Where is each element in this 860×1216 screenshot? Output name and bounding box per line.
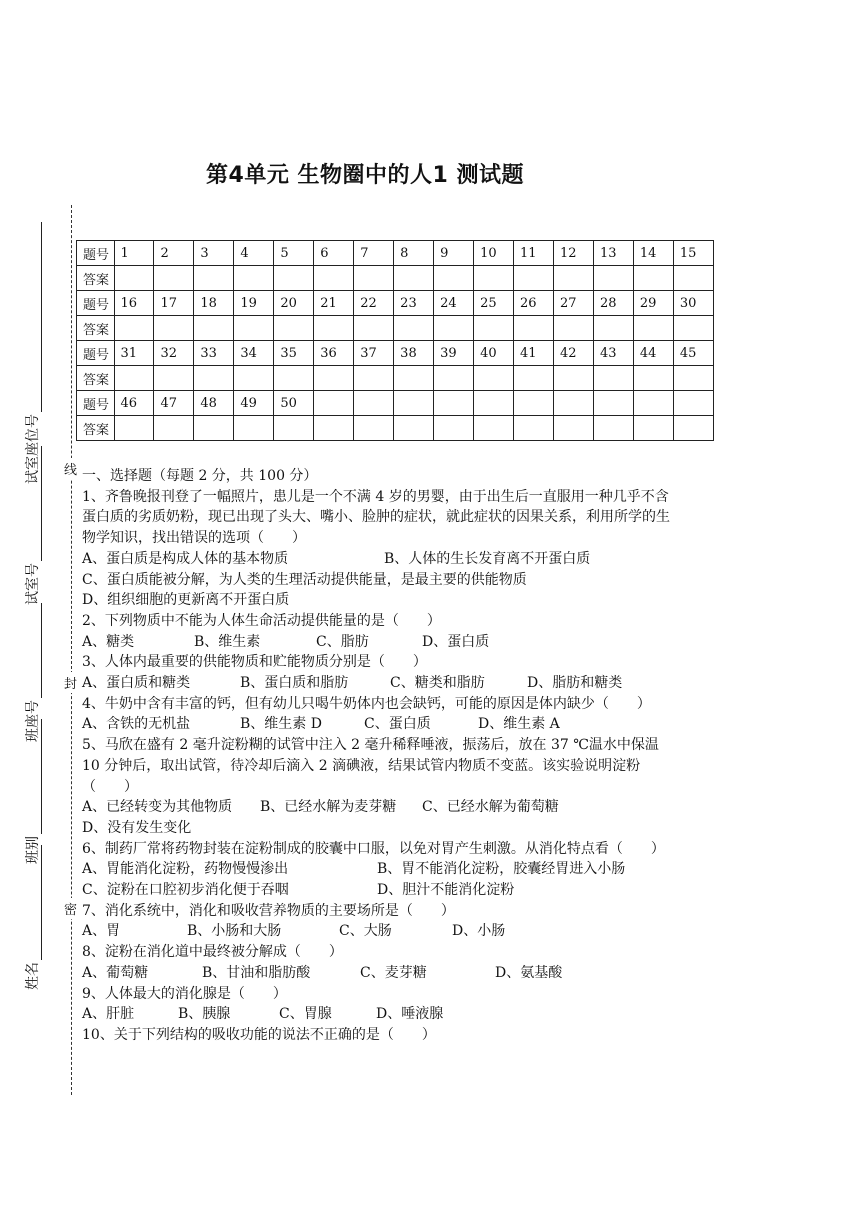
answer-cell[interactable] [394, 366, 434, 391]
question-number-cell: 13 [593, 241, 633, 266]
question-6-option-d[interactable]: D、胆汁不能消化淀粉 [377, 882, 515, 899]
answer-cell[interactable] [673, 316, 713, 341]
answer-cell[interactable] [274, 316, 314, 341]
question-5-option-c[interactable]: C、已经水解为葡萄糖 [422, 799, 559, 816]
question-5-option-a[interactable]: A、已经转变为其他物质 [82, 799, 233, 816]
question-6-options-row1 [82, 859, 682, 880]
question-9-option-b[interactable]: B、胰腺 [178, 1006, 231, 1023]
question-number-cell: 40 [474, 341, 514, 366]
answer-cell[interactable] [114, 416, 154, 441]
question-4-options [82, 714, 682, 735]
question-4-option-c[interactable]: C、蛋白质 [364, 716, 431, 733]
question-number-cell: 7 [354, 241, 394, 266]
answer-cell[interactable] [194, 266, 234, 291]
question-number-cell: 46 [114, 391, 154, 416]
question-6-option-a[interactable]: A、胃能消化淀粉，药物慢慢渗出 [82, 861, 289, 878]
margin-word-mi: 密 [64, 898, 77, 919]
question-9-option-c[interactable]: C、胃腺 [279, 1006, 332, 1023]
answer-cell[interactable] [114, 266, 154, 291]
question-3-option-d[interactable]: D、脂肪和糖类 [527, 675, 623, 692]
question-3-option-b[interactable]: B、蛋白质和脂肪 [240, 675, 349, 692]
answer-table-row [77, 266, 714, 291]
answer-cell[interactable] [314, 266, 354, 291]
answer-cell[interactable] [514, 366, 554, 391]
margin-word-feng: 封 [64, 672, 77, 693]
answer-cell[interactable] [633, 266, 673, 291]
question-7-option-b[interactable]: B、小肠和大肠 [187, 923, 282, 940]
question-8-option-b[interactable]: B、甘油和脂肪酸 [202, 964, 311, 981]
answer-table-row-label: 答案 [77, 416, 115, 441]
question-number-cell: 36 [314, 341, 354, 366]
answer-cell[interactable] [114, 316, 154, 341]
question-2-option-c[interactable]: C、脂肪 [316, 633, 369, 650]
question-number-cell [434, 391, 474, 416]
question-2-stem: 2、下列物质中不能为人体生命活动提供能量的是（ ） [82, 612, 441, 629]
question-1-options-row1 [82, 549, 682, 570]
question-number-cell [553, 391, 593, 416]
question-9-options [82, 1004, 682, 1025]
answer-cell[interactable] [593, 266, 633, 291]
exam-seat-field[interactable] [22, 222, 42, 484]
question-number-cell [354, 391, 394, 416]
question-4-option-b[interactable]: B、维生素 D [240, 716, 322, 733]
class-field-label: 班别 [25, 836, 41, 864]
question-number-cell: 29 [633, 291, 673, 316]
answer-cell[interactable] [553, 416, 593, 441]
question-7-options [82, 921, 682, 942]
question-number-cell: 24 [434, 291, 474, 316]
answer-cell[interactable] [234, 416, 274, 441]
question-number-cell: 49 [234, 391, 274, 416]
question-6-option-b[interactable]: B、胃不能消化淀粉，胶囊经胃进入小肠 [377, 861, 626, 878]
answer-cell[interactable] [633, 416, 673, 441]
question-1-option-a[interactable]: A、蛋白质是构成人体的基本物质 [82, 550, 289, 567]
answer-cell[interactable] [194, 416, 234, 441]
question-7-stem: 7、消化系统中，消化和吸收营养物质的主要场所是（ ） [82, 902, 455, 919]
name-field-label: 姓名 [25, 962, 41, 990]
answer-cell[interactable] [633, 316, 673, 341]
answer-cell[interactable] [354, 266, 394, 291]
question-number-cell: 2 [154, 241, 194, 266]
answer-cell[interactable] [593, 366, 633, 391]
question-number-cell: 25 [474, 291, 514, 316]
question-number-cell: 12 [553, 241, 593, 266]
question-number-cell: 32 [154, 341, 194, 366]
question-number-cell: 43 [593, 341, 633, 366]
answer-cell[interactable] [514, 416, 554, 441]
question-number-cell: 39 [434, 341, 474, 366]
question-number-cell: 4 [234, 241, 274, 266]
question-number-cell: 8 [394, 241, 434, 266]
question-8-option-c[interactable]: C、麦芽糖 [360, 964, 427, 981]
answer-table-row [77, 291, 714, 316]
question-number-cell: 6 [314, 241, 354, 266]
question-3-options [82, 673, 682, 694]
question-4-stem: 4、牛奶中含有丰富的钙，但有幼儿只喝牛奶体内也会缺钙，可能的原因是体内缺少（ ） [82, 695, 651, 712]
answer-cell[interactable] [314, 366, 354, 391]
class-seat-field-label: 班座号 [25, 700, 41, 742]
question-4-option-a[interactable]: A、含铁的无机盐 [82, 716, 191, 733]
question-1-stem: 1、齐鲁晚报刊登了一幅照片，患儿是一个不满 4 岁的男婴，由于出生后一直服用一种几乎不含蛋白质的劣质奶粉，现已出现了头大、嘴小、脸肿的症状，就此症状的因果关系，利用所学的生物学知识，找出错误的选项（ ） [82, 488, 670, 547]
question-9-stem: 9、人体最大的消化腺是（ ） [82, 985, 287, 1002]
question-number-cell [314, 391, 354, 416]
answer-cell[interactable] [474, 266, 514, 291]
question-number-cell: 21 [314, 291, 354, 316]
answer-cell[interactable] [593, 316, 633, 341]
question-7-option-c[interactable]: C、大肠 [339, 923, 392, 940]
question-9-option-a[interactable]: A、肝脏 [82, 1006, 135, 1023]
answer-cell[interactable] [314, 416, 354, 441]
question-9-option-d[interactable]: D、唾液腺 [376, 1006, 444, 1023]
question-number-cell: 26 [514, 291, 554, 316]
question-number-cell: 47 [154, 391, 194, 416]
answer-cell[interactable] [553, 366, 593, 391]
answer-table-row-label: 答案 [77, 266, 115, 291]
answer-cell[interactable] [553, 266, 593, 291]
answer-table-row [77, 416, 714, 441]
answer-cell[interactable] [434, 366, 474, 391]
question-6-option-c[interactable]: C、淀粉在口腔初步消化便于吞咽 [82, 882, 289, 899]
answer-table-row [77, 391, 714, 416]
question-number-cell [474, 391, 514, 416]
binding-dashed-line [71, 205, 72, 1095]
question-number-cell: 35 [274, 341, 314, 366]
question-2-options [82, 632, 682, 653]
question-5-option-b[interactable]: B、已经水解为麦芽糖 [260, 799, 397, 816]
question-5-options [82, 797, 674, 838]
question-7-option-a[interactable]: A、胃 [82, 923, 121, 940]
question-number-cell: 19 [234, 291, 274, 316]
answer-cell[interactable] [274, 266, 314, 291]
answer-cell[interactable] [354, 316, 394, 341]
answer-table-row-label: 答案 [77, 366, 115, 391]
question-number-cell: 5 [274, 241, 314, 266]
question-number-cell: 20 [274, 291, 314, 316]
question-number-cell: 17 [154, 291, 194, 316]
question-3-option-c[interactable]: C、糖类和脂肪 [390, 675, 485, 692]
answer-cell[interactable] [194, 366, 234, 391]
question-3-stem: 3、人体内最重要的供能物质和贮能物质分别是（ ） [82, 654, 427, 671]
question-number-cell [633, 391, 673, 416]
answer-cell[interactable] [673, 366, 713, 391]
answer-table-row-label: 题号 [77, 241, 115, 266]
answer-cell[interactable] [354, 366, 394, 391]
question-2-option-d[interactable]: D、蛋白质 [422, 633, 490, 650]
answer-cell[interactable] [474, 416, 514, 441]
name-field[interactable] [22, 845, 42, 990]
answer-cell[interactable] [514, 316, 554, 341]
answer-cell[interactable] [434, 416, 474, 441]
question-number-cell: 44 [633, 341, 673, 366]
question-number-cell: 16 [114, 291, 154, 316]
question-number-cell: 38 [394, 341, 434, 366]
question-number-cell: 45 [673, 341, 713, 366]
question-number-cell: 23 [394, 291, 434, 316]
answer-cell[interactable] [154, 416, 194, 441]
answer-cell[interactable] [274, 416, 314, 441]
question-1-option-c[interactable]: C、蛋白质能被分解，为人类的生理活动提供能量，是最主要的供能物质 [82, 571, 527, 588]
answer-cell[interactable] [633, 366, 673, 391]
question-2-option-b[interactable]: B、维生素 [194, 633, 261, 650]
question-number-cell: 30 [673, 291, 713, 316]
section-heading: 一、选择题（每题 2 分，共 100 分） [82, 468, 318, 484]
question-number-cell: 37 [354, 341, 394, 366]
answer-cell[interactable] [154, 266, 194, 291]
questions-section [82, 466, 682, 1046]
question-8-option-d[interactable]: D、氨基酸 [495, 964, 563, 981]
question-number-cell: 42 [553, 341, 593, 366]
answer-cell[interactable] [434, 266, 474, 291]
question-number-cell: 33 [194, 341, 234, 366]
question-number-cell: 28 [593, 291, 633, 316]
question-10-stem: 10、关于下列结构的吸收功能的说法不正确的是（ ） [82, 1026, 436, 1043]
answer-cell[interactable] [673, 266, 713, 291]
answer-cell[interactable] [434, 316, 474, 341]
question-8-option-a[interactable]: A、葡萄糖 [82, 964, 149, 981]
answer-cell[interactable] [474, 366, 514, 391]
question-number-cell: 31 [114, 341, 154, 366]
answer-table-row [77, 341, 714, 366]
question-number-cell: 1 [114, 241, 154, 266]
answer-cell[interactable] [354, 416, 394, 441]
question-number-cell: 22 [354, 291, 394, 316]
answer-cell[interactable] [154, 366, 194, 391]
answer-cell[interactable] [474, 316, 514, 341]
question-number-cell: 34 [234, 341, 274, 366]
question-4-option-d[interactable]: D、维生素 A [478, 716, 560, 733]
answer-cell[interactable] [194, 316, 234, 341]
answer-cell[interactable] [514, 266, 554, 291]
answer-cell[interactable] [114, 366, 154, 391]
answer-cell[interactable] [234, 366, 274, 391]
answer-table-row-label: 题号 [77, 391, 115, 416]
answer-table-row [77, 241, 714, 266]
page-title: 第4单元 生物圈中的人1 测试题 [206, 163, 524, 188]
question-6-stem: 6、制药厂常将药物封装在淀粉制成的胶囊中口服，以免对胃产生刺激。从消化特点看（ ） [82, 840, 665, 857]
question-5-option-d[interactable]: D、没有发生变化 [82, 819, 192, 836]
answer-table-row-label: 答案 [77, 316, 115, 341]
answer-cell[interactable] [673, 416, 713, 441]
question-number-cell: 41 [514, 341, 554, 366]
answer-sheet-table [76, 240, 714, 441]
question-1-option-b[interactable]: B、人体的生长发育离不开蛋白质 [384, 550, 591, 567]
question-number-cell: 14 [633, 241, 673, 266]
question-number-cell [673, 391, 713, 416]
answer-cell[interactable] [394, 316, 434, 341]
question-number-cell: 48 [194, 391, 234, 416]
answer-table-row [77, 366, 714, 391]
answer-cell[interactable] [234, 316, 274, 341]
question-number-cell: 27 [553, 291, 593, 316]
question-2-option-a[interactable]: A、糖类 [82, 633, 135, 650]
question-1-option-d[interactable]: D、组织细胞的更新离不开蛋白质 [82, 592, 290, 609]
question-8-options [82, 963, 682, 984]
answer-cell[interactable] [593, 416, 633, 441]
question-number-cell: 3 [194, 241, 234, 266]
question-number-cell: 9 [434, 241, 474, 266]
answer-table-row [77, 316, 714, 341]
question-number-cell: 50 [274, 391, 314, 416]
question-3-option-a[interactable]: A、蛋白质和糖类 [82, 675, 191, 692]
question-number-cell: 15 [673, 241, 713, 266]
answer-cell[interactable] [234, 266, 274, 291]
answer-cell[interactable] [394, 266, 434, 291]
answer-cell[interactable] [154, 316, 194, 341]
question-number-cell [593, 391, 633, 416]
answer-table-row-label: 题号 [77, 341, 115, 366]
exam-room-field-label: 试室号 [25, 563, 41, 605]
class-seat-field[interactable] [22, 603, 42, 742]
exam-seat-field-label: 试室座位号 [25, 414, 41, 484]
question-number-cell: 11 [514, 241, 554, 266]
answer-cell[interactable] [553, 316, 593, 341]
question-number-cell: 10 [474, 241, 514, 266]
question-number-cell: 18 [194, 291, 234, 316]
question-7-option-d[interactable]: D、小肠 [452, 923, 506, 940]
question-number-cell [394, 391, 434, 416]
question-6-options-row2 [82, 880, 682, 901]
answer-table-row-label: 题号 [77, 291, 115, 316]
answer-cell[interactable] [314, 316, 354, 341]
margin-word-xian: 线 [64, 458, 77, 479]
question-8-stem: 8、淀粉在消化道中最终被分解成（ ） [82, 944, 343, 961]
question-5-stem: 5、马欣在盛有 2 毫升淀粉糊的试管中注入 2 毫升稀释唾液，振荡后，放在 37 ℃温水中保温 10 分钟后，取出试管，待冷却后滴入 2 滴碘液，结果试管内物质不变蓝。该实验说明淀粉（ ） [82, 737, 659, 795]
answer-cell[interactable] [274, 366, 314, 391]
question-number-cell [514, 391, 554, 416]
answer-cell[interactable] [394, 416, 434, 441]
